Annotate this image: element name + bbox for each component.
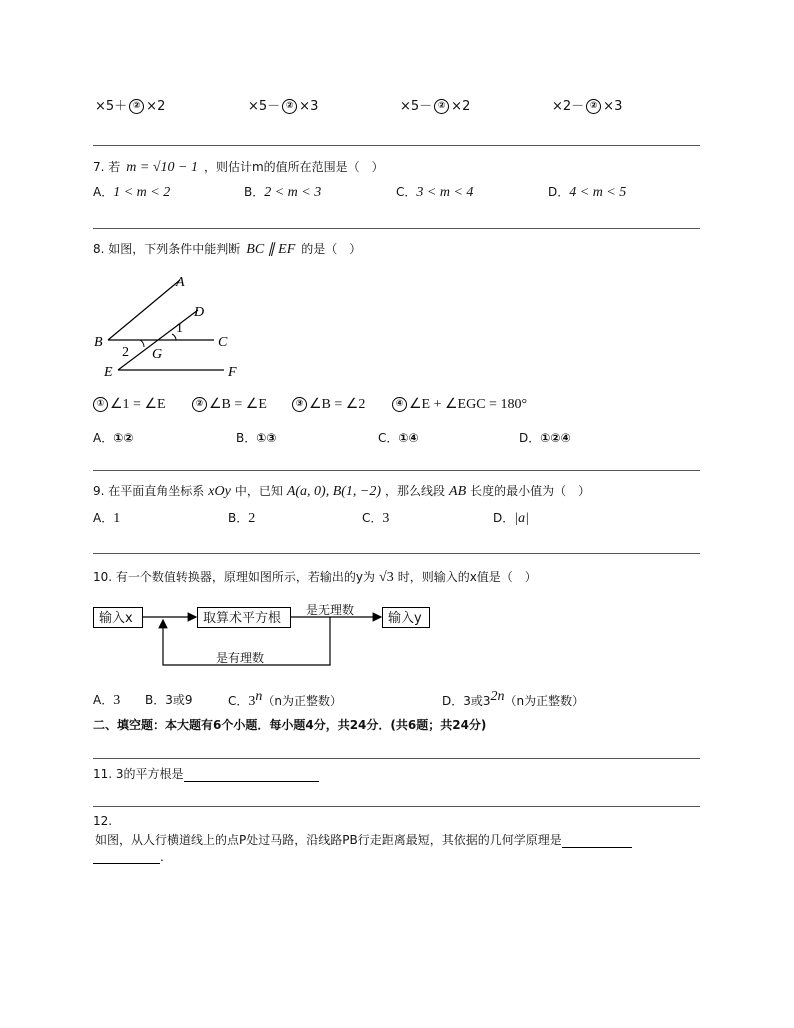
q10-option-d: D．3或$3^{2n}(n$为正整数） — [442, 689, 585, 708]
q6-option-c: ×5－ ② ×2 — [400, 99, 471, 114]
q9-option-d: D．|a| — [493, 511, 529, 526]
divider — [93, 470, 700, 471]
q8-condition-4: ④ ∠E + ∠EGC = 180° — [390, 396, 527, 413]
q11-stem: 11. 3的平方根是 — [93, 765, 319, 782]
q7-option-b: B．2 < m < 3 — [244, 185, 322, 200]
divider — [93, 228, 700, 229]
label-angle-2: 2 — [122, 345, 129, 360]
q7-option-d: D．4 < m < 5 — [548, 185, 627, 200]
q6-option-a: ×5＋ ② ×2 — [95, 99, 166, 114]
q9-option-b: B．2 — [228, 511, 256, 526]
q8-condition-2: ② ∠B = ∠E — [190, 396, 267, 413]
q8-condition-1: ① ∠1 = ∠E — [93, 396, 166, 413]
label-angle-1: 1 — [176, 321, 183, 336]
q6-option-d: ×2－ ② ×3 — [552, 99, 623, 114]
q12-answer-blank[interactable] — [562, 833, 632, 848]
q6-option-b: ×5－ ② ×3 — [248, 99, 319, 114]
q8-option-c: C．①④ — [378, 431, 419, 445]
label-d: D — [194, 305, 205, 320]
q8-option-a: A．①② — [93, 431, 134, 445]
flow-process-box: 取算术平方根 — [197, 607, 291, 628]
flow-output-box: 输入y — [382, 607, 430, 628]
flow-label-irrational: 是无理数 — [306, 603, 355, 617]
divider — [93, 806, 700, 807]
q8-option-d: D．①②④ — [519, 431, 571, 445]
label-f: F — [228, 365, 237, 380]
q10-stem: 10. 有一个数值转换器，原理如图所示，若输出的y为 √3 时，则输入的x值是（ ） — [93, 570, 537, 585]
q8-condition-3: ③ ∠B = ∠2 — [290, 396, 365, 413]
label-a: A — [176, 275, 185, 290]
q10-option-c: C．3$^n$（n为正整数） — [228, 689, 342, 709]
q9-option-c: C．3 — [362, 511, 390, 526]
q10-option-a: A．3 — [93, 693, 121, 708]
label-g: G — [152, 347, 163, 362]
q8-figure — [90, 268, 250, 380]
q7-option-a: A．1 < m < 2 — [93, 185, 171, 200]
label-b: B — [94, 335, 103, 350]
q12-answer-line-2: . — [93, 849, 164, 864]
q8-stem: 8. 如图，下列条件中能判断 BC ∥ EF 的是（ ） — [93, 242, 362, 257]
q12-answer-blank-2[interactable] — [93, 849, 160, 864]
section-2-heading: 二、填空题：本大题有6个小题．每小题4分，共24分．(共6题；共24分) — [93, 718, 487, 732]
q11-answer-blank[interactable] — [184, 767, 319, 782]
flow-input-box: 输入x — [93, 607, 143, 628]
divider — [93, 145, 700, 146]
q12-number: 12. — [93, 814, 113, 828]
q9-stem: 9. 在平面直角坐标系 xOy 中，已知 A(a, 0), B(1, −2) ，那么线段 AB 长度的最小值为（ ） — [93, 484, 591, 499]
label-e: E — [104, 365, 113, 380]
flow-label-rational: 是有理数 — [216, 651, 265, 665]
q7-option-c: C．3 < m < 4 — [396, 185, 474, 200]
divider — [93, 553, 700, 554]
label-c: C — [218, 335, 228, 350]
q8-option-b: B．①③ — [236, 431, 277, 445]
q9-option-a: A．1 — [93, 511, 121, 526]
q12-stem: 如图，从人行横道线上的点P处过马路，沿线路PB行走距离最短，其依据的几何学原理是 — [95, 831, 632, 848]
angle-2-arc — [140, 340, 144, 347]
q7-stem: 7. 若 m = √10 − 1 ，则估计m的值所在范围是（ ） — [93, 160, 384, 175]
divider — [93, 758, 700, 759]
q10-option-b: B．3或9 — [145, 693, 193, 707]
